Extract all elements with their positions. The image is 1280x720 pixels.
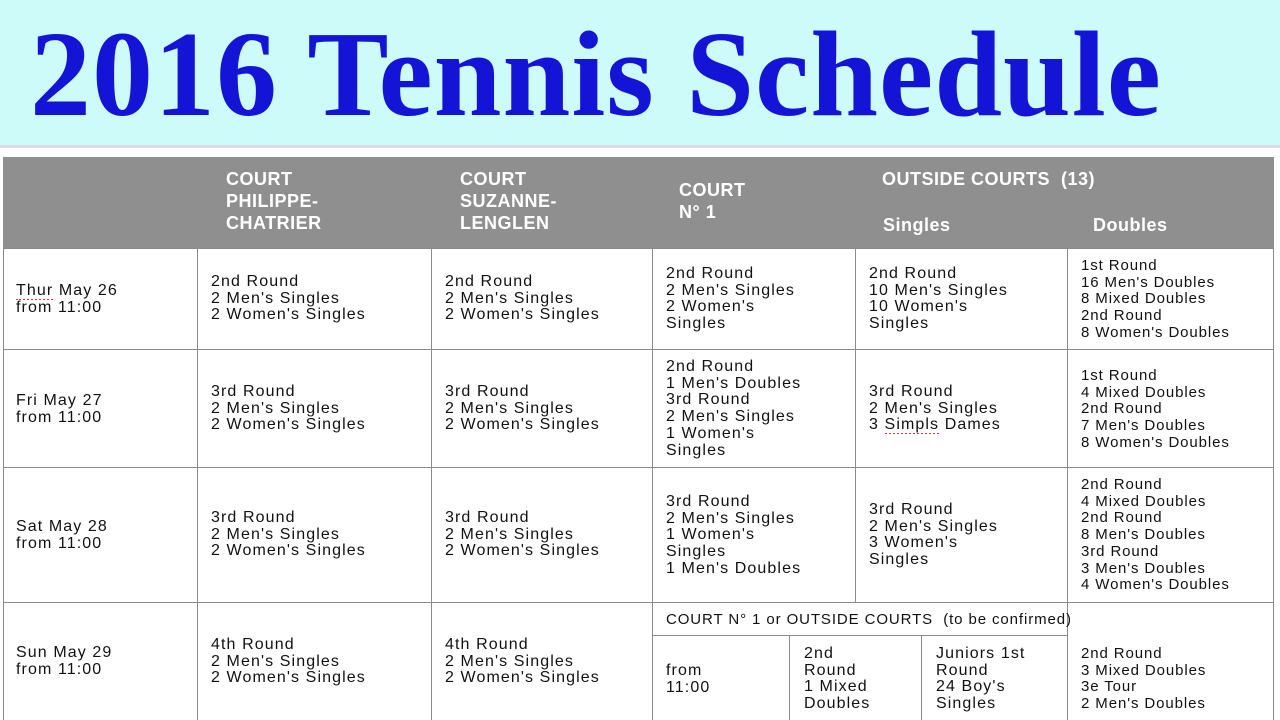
grid-line	[3, 248, 1274, 249]
grid-line	[855, 248, 856, 602]
header-doubles: Doubles	[1093, 215, 1168, 235]
header-singles: Singles	[883, 215, 951, 235]
cell-lenglen: 2nd Round 2 Men's Singles 2 Women's Singles	[445, 274, 600, 324]
cell-sub-time: from 11:00	[666, 663, 711, 696]
row-day-sunday: Sun May 29	[16, 645, 113, 661]
row-time: from 11:00	[16, 536, 103, 552]
cell-chatrier: 2nd Round 2 Men's Singles 2 Women's Singles	[211, 274, 366, 324]
cell-chatrier: 4th Round 2 Men's Singles 2 Women's Singles	[211, 637, 366, 687]
cell-court-1: 3rd Round 2 Men's Singles 1 Women's Singles 1 Men's Doubles	[666, 494, 802, 577]
header-court-lenglen: COURT SUZANNE- LENGLEN	[460, 169, 557, 233]
cell-span-header: COURT N° 1 or OUTSIDE COURTS (to be confirmed)	[666, 612, 1072, 628]
grid-line	[3, 248, 4, 720]
cell-outside-doubles: 2nd Round 4 Mixed Doubles 2nd Round 8 Men's Doubles 3rd Round 3 Men's Doubles 4 Women's Doubles	[1081, 477, 1230, 594]
cell-lenglen: 4th Round 2 Men's Singles 2 Women's Singles	[445, 637, 600, 687]
cell-lenglen: 3rd Round 2 Men's Singles 2 Women's Singles	[445, 384, 600, 434]
row-time: from 11:00	[16, 662, 103, 678]
cell-sub-mixed: 2nd Round 1 Mixed Doubles	[804, 646, 871, 713]
grid-line	[1273, 248, 1274, 720]
cell-outside-singles: 3rd Round 2 Men's Singles 3 Women's Singles	[869, 502, 998, 569]
cell-court-1: 2nd Round 1 Men's Doubles 3rd Round 2 Men's Singles 1 Women's Singles	[666, 359, 802, 459]
row-time: from 11:00	[16, 300, 103, 316]
grid-line	[3, 602, 1274, 603]
cell-outside-doubles: 2nd Round 3 Mixed Doubles 3e Tour 2 Men's Doubles	[1081, 646, 1207, 713]
row-day-saturday: Sat May 28	[16, 519, 108, 535]
grid-line	[921, 635, 922, 720]
row-day-friday: Fri May 27	[16, 393, 103, 409]
grid-line	[652, 248, 653, 720]
grid-line	[197, 248, 198, 720]
grid-line	[3, 349, 1274, 350]
title-banner	[0, 0, 1280, 148]
cell-court-1: 2nd Round 2 Men's Singles 2 Women's Singles	[666, 266, 795, 333]
cell-outside-doubles: 1st Round 4 Mixed Doubles 2nd Round 7 Men's Doubles 8 Women's Doubles	[1081, 368, 1230, 451]
grid-line	[1067, 248, 1068, 720]
cell-chatrier: 3rd Round 2 Men's Singles 2 Women's Singles	[211, 384, 366, 434]
header-court-chatrier: COURT PHILIPPE- CHATRIER	[226, 169, 322, 233]
grid-line	[789, 635, 790, 720]
header-court-1: COURT N° 1	[679, 180, 746, 222]
cell-sub-juniors: Juniors 1st Round 24 Boy's Singles	[936, 646, 1026, 713]
cell-outside-singles: 2nd Round 10 Men's Singles 10 Women's Singles	[869, 266, 1008, 333]
cell-outside-singles: 3rd Round 2 Men's Singles 3 Simpls Dames	[869, 384, 1001, 434]
grid-line	[431, 248, 432, 720]
cell-outside-doubles: 1st Round 16 Men's Doubles 8 Mixed Doubles 2nd Round 8 Women's Doubles	[1081, 258, 1230, 341]
cell-chatrier: 3rd Round 2 Men's Singles 2 Women's Singles	[211, 510, 366, 560]
row-day-thursday: Thur May 26	[16, 283, 118, 299]
grid-line	[652, 635, 1067, 636]
grid-line	[3, 467, 1274, 468]
header-outside-courts: OUTSIDE COURTS (13)	[882, 169, 1096, 189]
page-title: 2016 Tennis Schedule	[30, 7, 1162, 142]
row-time: from 11:00	[16, 410, 103, 426]
cell-lenglen: 3rd Round 2 Men's Singles 2 Women's Singles	[445, 510, 600, 560]
schedule-table	[3, 157, 1274, 720]
